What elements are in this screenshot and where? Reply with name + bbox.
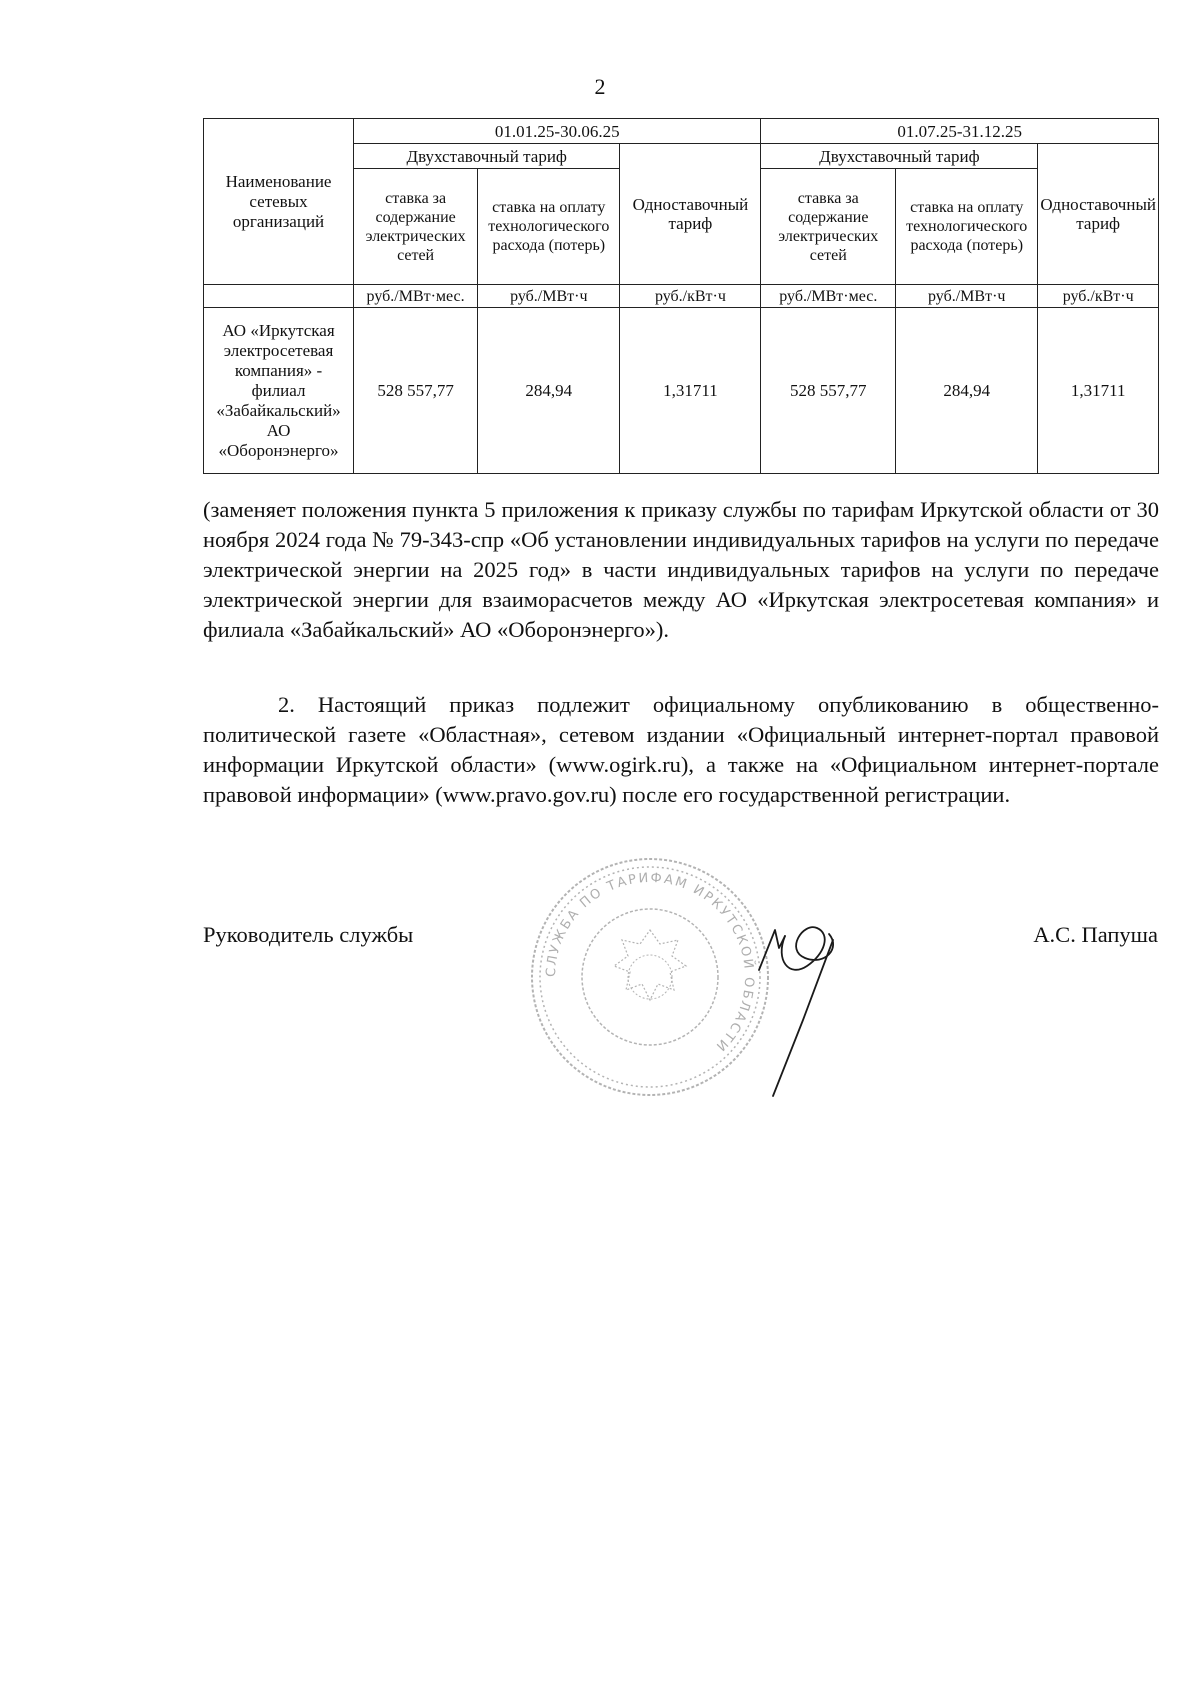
signatory-name: А.С. Папуша [1033, 922, 1158, 947]
period1-loss-unit: руб./МВт·ч [478, 285, 620, 308]
svg-text:СЛУЖБА ПО ТАРИФАМ ИРКУТСКОЙ ОБ [544, 871, 757, 1055]
period2-two-rate-header: Двухставочный тариф [761, 144, 1038, 169]
paragraph-replaces-provisions: (заменяет положения пункта 5 приложения к приказу службы по тарифам Иркутской области от 30 ноября 2024 года № 79-343-спр «Об установлении индивидуальных тарифов на услуги по передаче электрической энергии на 2025 год» в части индивидуальных тарифов на услуги по передаче электрической энергии для взаиморасчетов между АО «Иркутская электросетевая компания» и филиала «Забайкальский» АО «Оборонэнерго»). [203, 497, 1159, 642]
period1-maintenance-header: ставка за содержание электрических сетей [354, 169, 478, 285]
period2-loss-header: ставка на оплату технологического расхода (потерь) [896, 169, 1038, 285]
handwritten-signature [745, 900, 905, 1110]
period1-single-rate-header: Одноставочный тариф [620, 144, 761, 285]
period2-single-rate-header: Одноставочный тариф [1038, 144, 1159, 285]
table-row [204, 308, 1159, 474]
period1-header: 01.01.25-30.06.25 [354, 119, 761, 144]
period2-maintenance-value: 528 557,77 [761, 308, 896, 474]
official-stamp [525, 852, 775, 1102]
period1-single-unit: руб./кВт·ч [620, 285, 761, 308]
period1-maintenance-value: 528 557,77 [354, 308, 478, 474]
org-name-header: Наименование сетевых организаций [204, 119, 354, 285]
period2-maintenance-header: ставка за содержание электрических сетей [761, 169, 896, 285]
period1-maintenance-unit: руб./МВт·мес. [354, 285, 478, 308]
period1-loss-header: ставка на оплату технологического расхода (потерь) [478, 169, 620, 285]
stamp-text: СЛУЖБА ПО ТАРИФАМ ИРКУТСКОЙ ОБЛАСТИ [543, 870, 757, 1055]
period2-single-value: 1,31711 [1038, 308, 1159, 474]
unit-empty-cell [204, 285, 354, 308]
paragraph-publication: 2. Настоящий приказ подлежит официальному опубликованию в общественно-политической газете «Областная», сетевом издании «Официальный интернет-портал правовой информации Иркутской области» (www.ogirk.ru), а также на «Официальном интернет-портале правовой информации» (www.pravo.gov.ru) после его государственной регистрации. [203, 692, 1159, 807]
period1-two-rate-header: Двухставочный тариф [354, 144, 620, 169]
period2-maintenance-unit: руб./МВт·мес. [761, 285, 896, 308]
tariff-table [203, 118, 1159, 474]
period2-loss-value: 284,94 [896, 308, 1038, 474]
period2-header: 01.07.25-31.12.25 [761, 119, 1159, 144]
page-number: 2 [594, 74, 606, 99]
period1-single-value: 1,31711 [620, 308, 761, 474]
period1-loss-value: 284,94 [478, 308, 620, 474]
period2-single-unit: руб./кВт·ч [1038, 285, 1159, 308]
period2-loss-unit: руб./МВт·ч [896, 285, 1038, 308]
signatory-title: Руководитель службы [203, 922, 414, 947]
org-name: АО «Иркутская электросетевая компания» - филиал «Забайкальский» АО «Оборонэнерго» [204, 308, 354, 474]
